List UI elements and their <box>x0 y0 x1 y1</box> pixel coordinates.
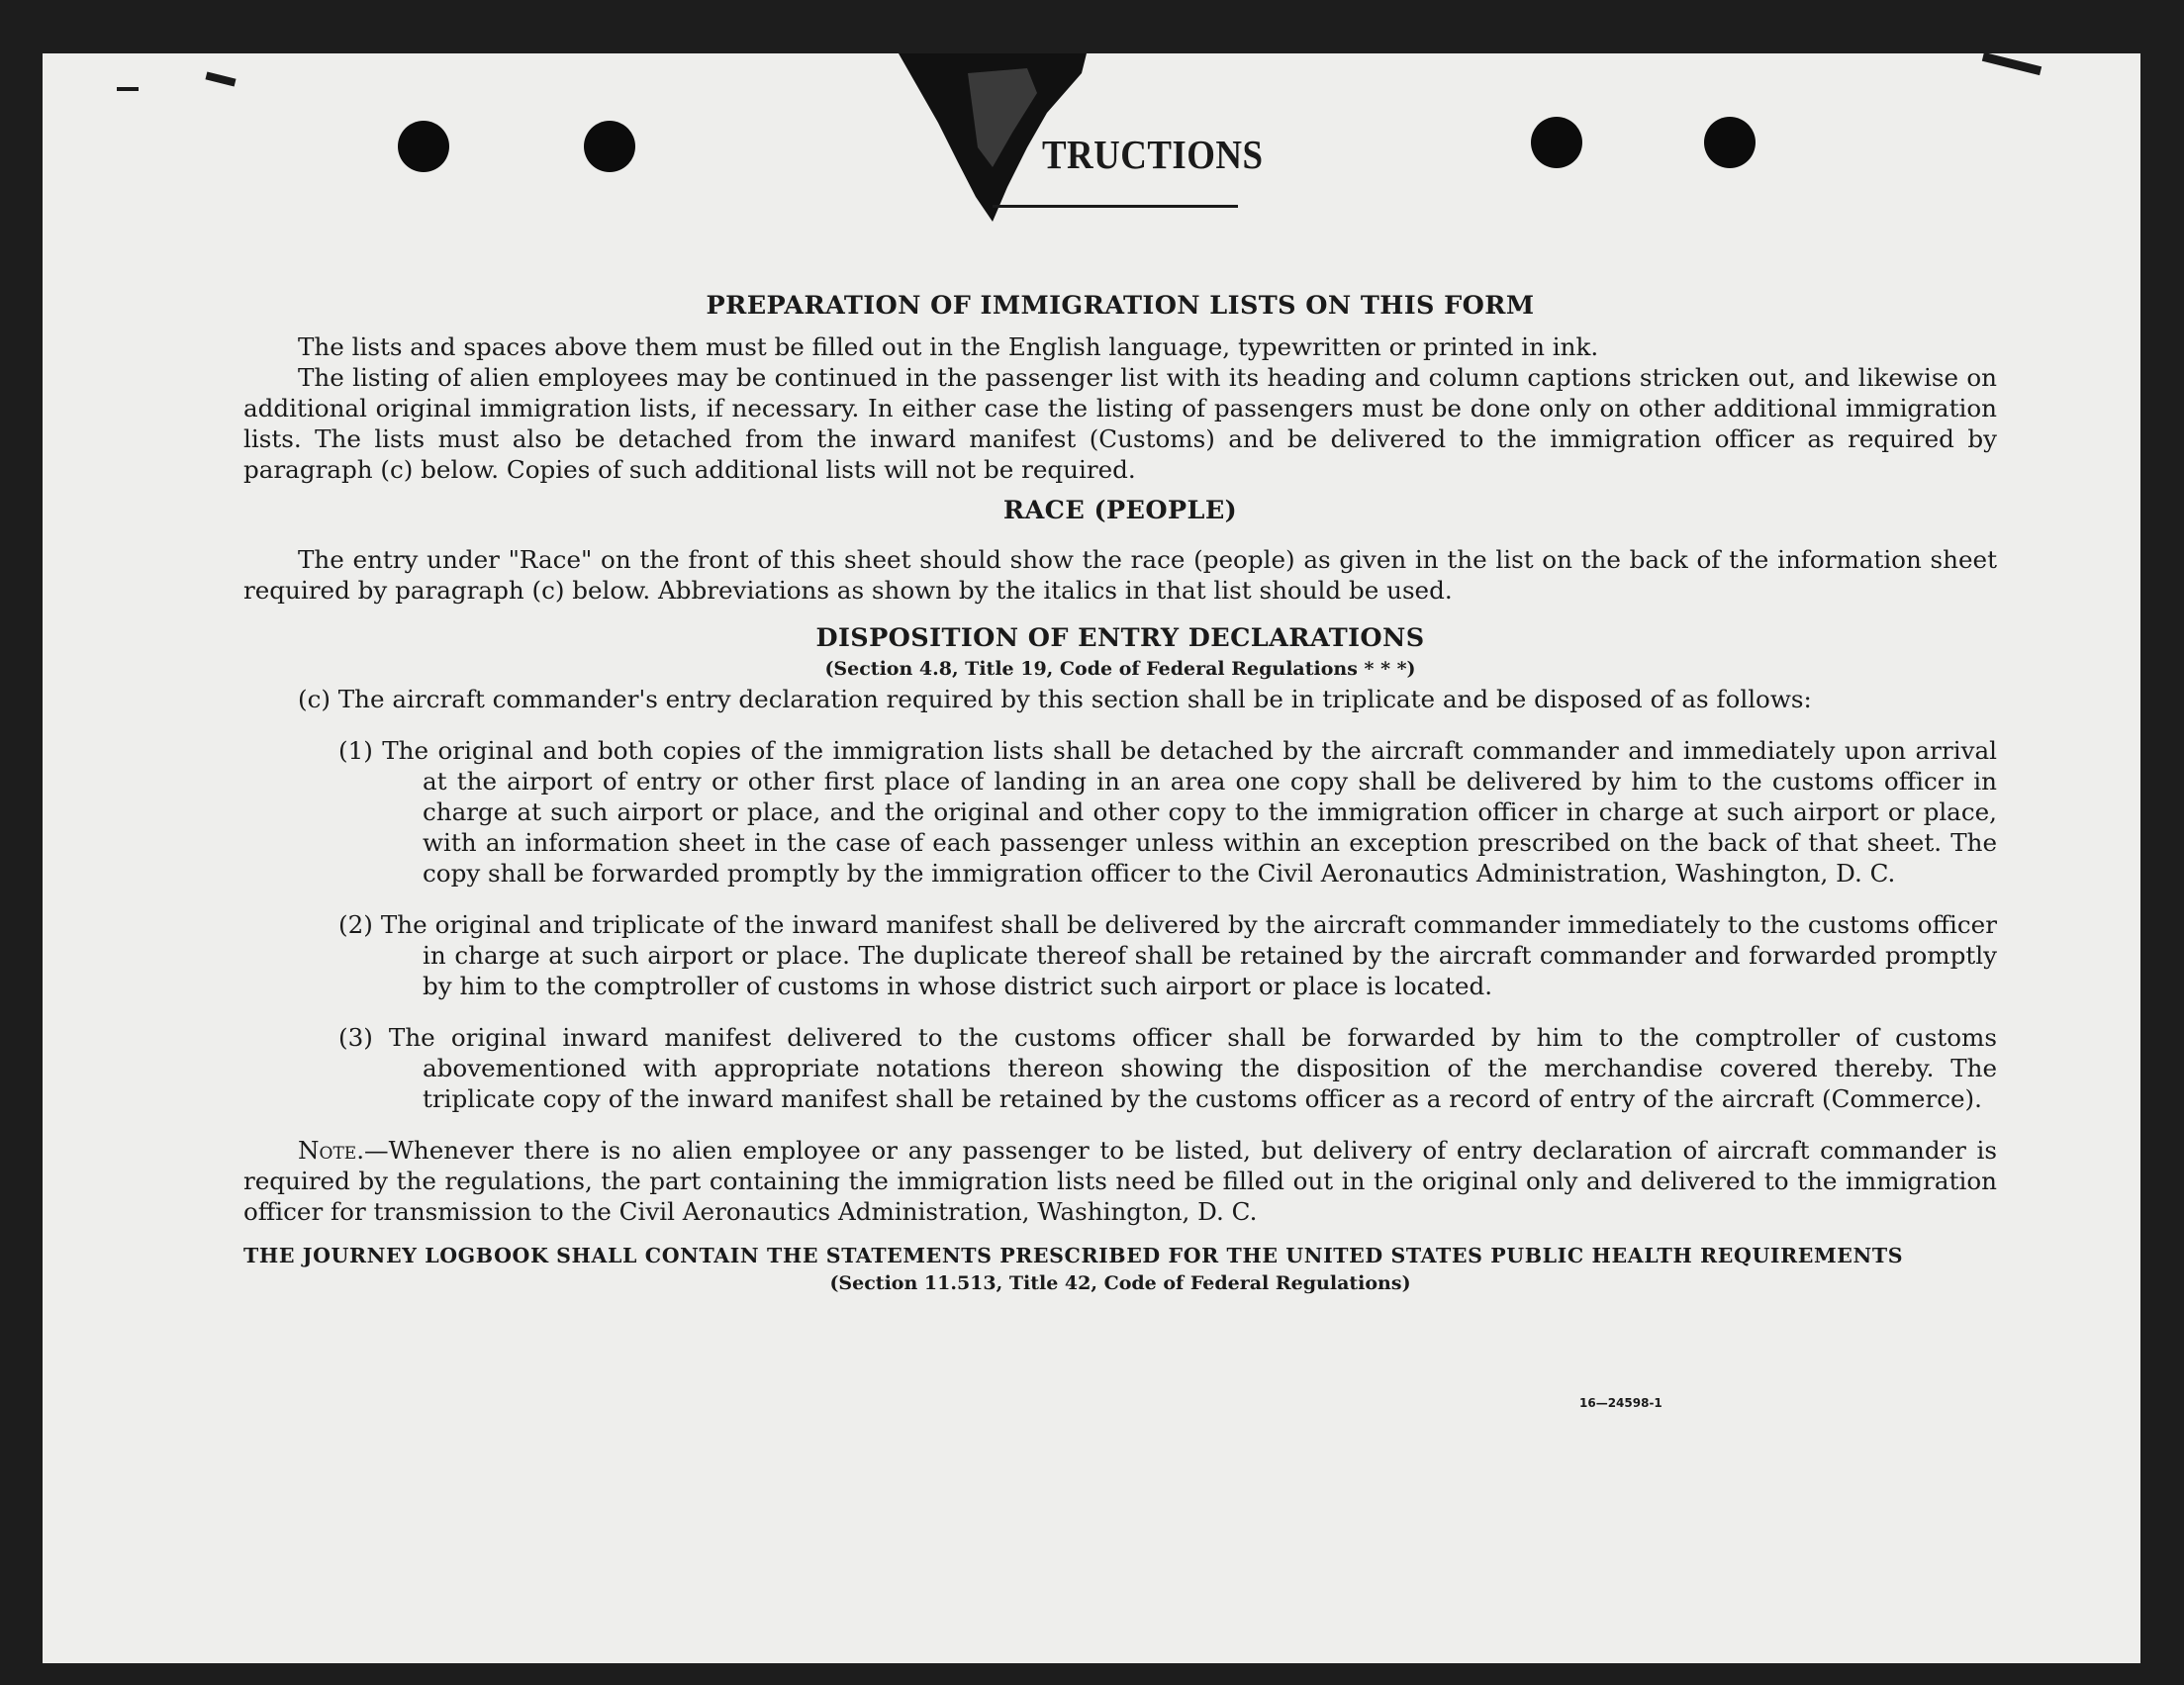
form-number: 16—24598-1 <box>1579 1396 1662 1410</box>
list-item: (1) The original and both copies of the immigration lists shall be detached by the aircraft commander and immediately upon arrival at the airport of entry or other first place of landing in an area one copy shall be delivered by him to the customs officer in charge at such airport or place, and the original and other copy to the immigration officer in charge at such airport or place, with an information sheet in the case of each passenger unless within an exception prescribed on the back of that sheet. The copy shall be forwarded promptly by the immigration officer to the Civil Aeronautics Administration, Washington, D. C. <box>338 736 1997 888</box>
paragraph-race: The entry under "Race" on the front of this sheet should show the race (people) as given in the list on the back of the information sheet required by paragraph (c) below. Abbreviations as shown by the italics in that list should be used. <box>243 545 1997 605</box>
note-text: —Whenever there is no alien employee or any passenger to be listed, but delivery of entry declaration of aircraft commander is required by the regulations, the part containing the immigration lists need be filled out in the original only and delivered to the immigration officer for transmission to the Civil Aeronautics Administration, Washington, D. C. <box>243 1136 1997 1226</box>
edge-mark <box>205 71 236 86</box>
footer-statement: THE JOURNEY LOGBOOK SHALL CONTAIN THE STATEMENTS PRESCRIBED FOR THE UNITED STATES PUBLIC HEALTH REQUIREMENTS <box>243 1244 1904 1267</box>
footer-citation: (Section 11.513, Title 42, Code of Federal Regulations) <box>829 1272 1411 1294</box>
paragraph-alien-employees: The listing of alien employees may be continued in the passenger list with its heading and column captions stricken out, and likewise on additional original immigration lists, if necessary. In either case the listing of passengers must be done only on other additional immigration lists. The lists must also be detached from the inward manifest (Customs) and be delivered to the immigration officer as required by paragraph (c) below. Copies of such additional lists will not be required. <box>243 363 1997 484</box>
list-item: (2) The original and triplicate of the inward manifest shall be delivered by the aircraft commander immediately to the customs officer in charge at such airport or place. The duplicate thereof shall be retained by the aircraft commander and forwarded promptly by him to the comptroller of customs in whose district such airport or place is located. <box>338 910 1997 1000</box>
paragraph-note <box>243 1135 1997 1227</box>
edge-mark <box>1982 53 2042 75</box>
heading-disposition: DISPOSITION OF ENTRY DECLARATIONS <box>815 623 1425 653</box>
instructions-body <box>243 239 1997 1296</box>
paragraph-c-intro: (c) The aircraft commander's entry declaration required by this section shall be in triplicate and be disposed of as follows: <box>298 685 1812 713</box>
punch-hole-right-2 <box>1704 117 1756 168</box>
edge-mark <box>117 87 139 91</box>
heading-race: RACE (PEOPLE) <box>1002 496 1238 525</box>
paragraph-language: The lists and spaces above them must be filled out in the English language, typewritten or printed in ink. <box>298 332 1599 361</box>
document-page <box>43 53 2140 1663</box>
heading-preparation: PREPARATION OF IMMIGRATION LISTS ON THIS FORM <box>706 291 1535 321</box>
page-title: TRUCTIONS <box>1042 132 1264 177</box>
punch-hole-right-1 <box>1531 117 1582 168</box>
note-label: Note. <box>298 1136 365 1165</box>
title-underline <box>993 205 1238 208</box>
subheading-citation: (Section 4.8, Title 19, Code of Federal Regulations * * *) <box>824 658 1416 680</box>
punch-hole-left-2 <box>584 121 635 172</box>
punch-hole-left-1 <box>398 121 449 172</box>
list-item: (3) The original inward manifest delivered to the customs officer shall be forwarded by him to the comptroller of customs abovementioned with appropriate notations thereon showing the disposition of the merchandise covered thereby. The triplicate copy of the inward manifest shall be retained by the customs officer as a record of entry of the aircraft (Commerce). <box>338 1023 1997 1113</box>
